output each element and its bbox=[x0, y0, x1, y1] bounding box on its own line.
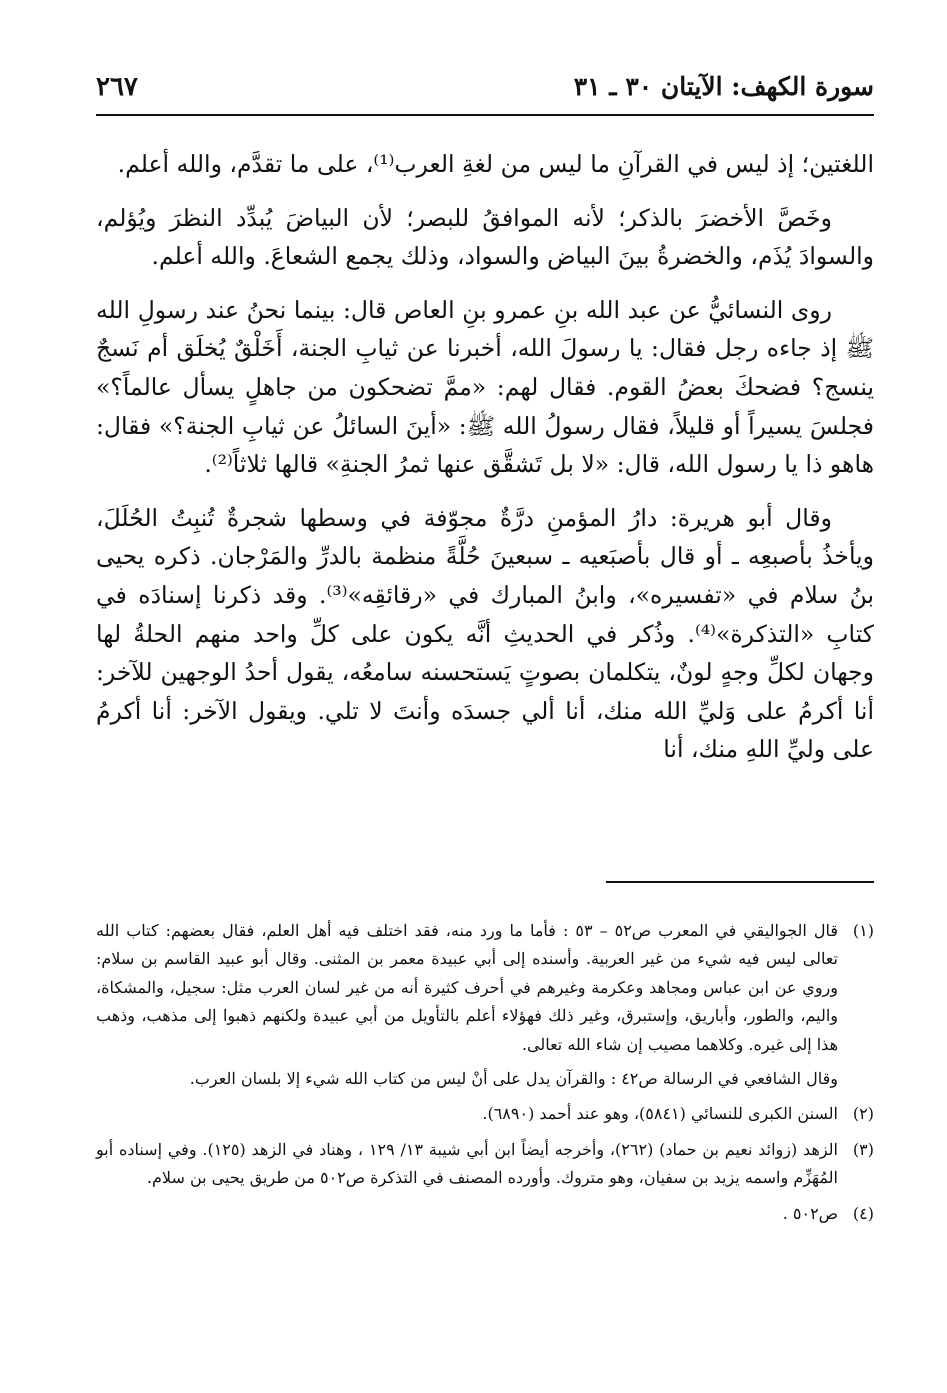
footnote-2 bbox=[96, 1100, 874, 1128]
footnote-number: (٢) bbox=[852, 1104, 874, 1124]
footnote-3 bbox=[96, 1136, 874, 1193]
page-number: ٢٦٧ bbox=[96, 72, 138, 102]
footnote-text: السنن الكبرى للنسائي (٥٨٤١)، وهو عند أحمد (٦٨٩٠). bbox=[482, 1104, 838, 1124]
footnote-number: (٣) bbox=[852, 1139, 874, 1159]
footnote-text: وقال الشافعي في الرسالة ص٤٢ : والقرآن يدل على أنْ ليس من كتاب الله شيء إلا بلسان العرب. bbox=[189, 1069, 838, 1089]
paragraph-1: اللغتين؛ إذ ليس في القرآنِ ما ليس من لغةِ العرب⁽¹⁾، على ما تقدَّم، والله أعلم. bbox=[117, 150, 874, 178]
running-title: سورة الكهف: الآيتان ٣٠ ـ ٣١ bbox=[573, 72, 874, 101]
footnote-4 bbox=[96, 1200, 874, 1228]
footnote-1 bbox=[96, 917, 874, 1093]
footnote-text: قال الجواليقي في المعرب ص٥٢ – ٥٣ : فأما ما ورد منه، فقد اختلف فيه أهل العلم، فقال بعضهم: كتاب الله تعالى ليس فيه شيء من غير العربية. وأسنده إلى أبي عبيدة معمر بن المثنى. وقال أبو عبيد القاسم بن سلام: وروي عن ابن عباس ومجاهد وعكرمة وغيرهم في أحرف كثيرة أنه من غير لسان العرب مثل: سجيل، والمشكاة، واليم، والطور، وأباريق، وإستبرق، وغير ذلك فهؤلاء أعلم بالتأويل من أبي عبيدة ولكنهم ذهبوا إلى مذهب، وذهب هذا إلى غيره. وكلاهما مصيب إن شاء الله تعالى. bbox=[96, 921, 839, 1054]
paragraph-3: روى النسائيُّ عن عبد الله بنِ عمرو بنِ العاص قال: بينما نحنُ عند رسولِ الله ﷺ إذ جاءه رجل فقال: يا رسولَ الله، أخبرنا عن ثيابِ الجنة، أَخَلْقٌ يُخلَق أم نَسجٌ ينسج؟ فضحكَ بعضُ القوم. فقال لهم: «ممَّ تضحكون من جاهلٍ يسأل عالماً؟» فجلسَ يسيراً أو قليلاً، فقال رسولُ الله ﷺ: «أينَ السائلُ عن ثيابِ الجنة؟» فقال: هاهو ذا يا رسول الله، قال: «لا بل تَشقَّق عنها ثمرُ الجنةِ» قالها ثلاثاً⁽²⁾. bbox=[96, 295, 874, 479]
footnote-number: (١) bbox=[852, 921, 874, 940]
paragraph-2: وخَصَّ الأخضرَ بالذكر؛ لأنه الموافقُ للبصر؛ لأن البياضَ يُبدِّد النظرَ ويُؤلم، والسوادَ يُذَم، والخضرةُ بينَ البياض والسواد، وذلك يجمع الشعاعَ. والله أعلم. bbox=[96, 203, 874, 271]
main-text bbox=[96, 145, 874, 769]
page-header bbox=[96, 66, 874, 116]
paragraph-4: وقال أبو هريرة: دارُ المؤمنِ درَّةٌ مجوّفة في وسطها شجرةٌ تُنبِتُ الحُلَلَ، ويأخذُ بأصبعِه ـ أو قال بأصبَعيه ـ سبعينَ حُلَّةً منظمة بالدرِّ والمَرْجان. ذكره يحيى بنُ سلام في «تفسيره»، وابنُ المبارك في «رقائقِه»⁽³⁾. وقد ذكرنا إسنادَه في كتابِ «التذكرة»⁽⁴⁾. وذُكر في الحديثِ أنَّه يكون على كلِّ واحد منهم الحلةُ لها وجهان لكلِّ وجهٍ لونٌ، يتكلمان بصوتٍ يَستحسنه سامعُه، يقول أحدُ الوجهين للآخر: أنا أكرمُ على وَليِّ الله منك، أنا ألي جسدَه وأنتَ لا تلي. ويقول الآخر: أنا أكرمُ على وليِّ اللهِ منك، أنا bbox=[96, 503, 874, 764]
footnote-number: (٤) bbox=[852, 1203, 874, 1223]
footnotes bbox=[96, 917, 874, 1235]
footnote-text: الزهد (زوائد نعيم بن حماد) (٢٦٢)، وأخرجه أيضاً ابن أبي شيبة ١٣/ ١٢٩ ، وهناد في الزهد (١٢٥). وفي إسناده أبو المُهَزِّم واسمه يزيد بن سفيان، وهو متروك. وأورده المصنف في التذكرة ص٥٠٢ من طريق يحيى بن سلام. bbox=[96, 1139, 839, 1188]
footnote-text: ص٥٠٢ . bbox=[782, 1203, 838, 1223]
footnote-separator bbox=[606, 881, 874, 883]
